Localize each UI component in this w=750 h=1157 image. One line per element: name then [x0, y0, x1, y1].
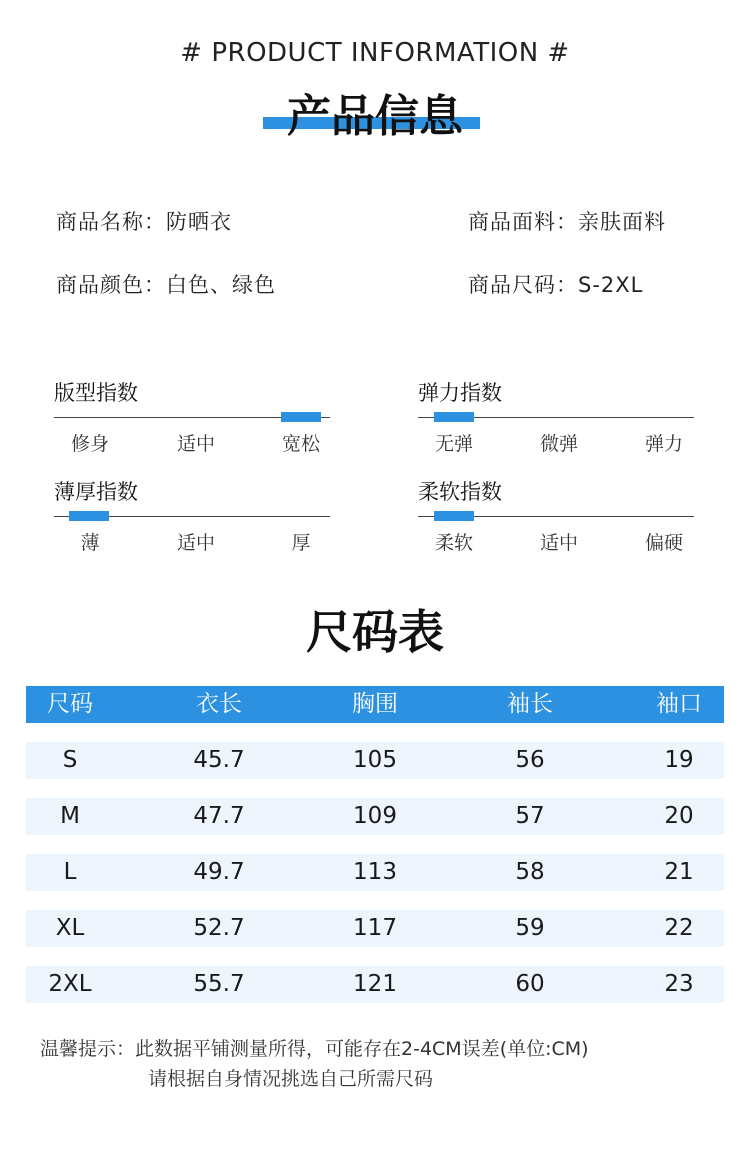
table-cell: 20 — [664, 803, 694, 829]
table-cell: L — [63, 859, 77, 885]
table-cell: 45.7 — [193, 747, 245, 773]
softness-option: 偏硬 — [644, 532, 683, 554]
table-cell: 21 — [664, 859, 694, 885]
table-cell: 55.7 — [193, 971, 245, 997]
fit-index-marker — [281, 412, 321, 422]
info-label: 商品颜色： — [56, 273, 166, 297]
info-label: 商品面料： — [468, 210, 578, 234]
table-cell: M — [60, 803, 80, 829]
table-cell: 58 — [515, 859, 545, 885]
table-cell: XL — [55, 915, 85, 941]
header-english-title: # PRODUCT INFORMATION # — [180, 38, 570, 68]
table-cell: 23 — [664, 971, 694, 997]
fit-option: 宽松 — [281, 433, 320, 455]
elasticity-index-marker — [434, 412, 474, 422]
tip-note-line1: 温馨提示：此数据平铺测量所得，可能存在2-4CM误差(单位:CM) — [40, 1038, 589, 1060]
softness-option: 适中 — [539, 532, 578, 554]
thickness-index-marker — [69, 511, 109, 521]
table-cell: 117 — [353, 915, 397, 941]
size-header-cell: 衣长 — [196, 691, 242, 717]
table-cell: 113 — [353, 859, 397, 885]
info-color — [56, 269, 276, 299]
table-cell: 49.7 — [193, 859, 245, 885]
softness-option: 柔软 — [434, 532, 473, 554]
fit-option: 适中 — [176, 433, 215, 455]
info-label: 商品尺码： — [468, 273, 578, 297]
elasticity-option: 弹力 — [644, 433, 683, 455]
size-header-cell: 袖长 — [507, 691, 553, 717]
size-header-cell: 胸围 — [352, 691, 398, 717]
table-cell: S — [62, 747, 78, 773]
table-cell: 19 — [664, 747, 694, 773]
thickness-option: 厚 — [291, 532, 311, 554]
info-size — [468, 269, 643, 299]
table-cell: 109 — [353, 803, 397, 829]
info-label: 商品名称： — [56, 210, 166, 234]
elasticity-option: 无弹 — [434, 433, 473, 455]
info-value: 白色、绿色 — [166, 273, 276, 297]
elasticity-option: 微弹 — [539, 433, 578, 455]
thickness-index-title: 薄厚指数 — [54, 480, 138, 504]
size-table-title: 尺码表 — [306, 605, 444, 659]
table-cell: 2XL — [48, 971, 92, 997]
table-cell: 59 — [515, 915, 545, 941]
table-cell: 57 — [515, 803, 545, 829]
info-fabric — [468, 206, 666, 236]
softness-index-title: 柔软指数 — [418, 480, 502, 504]
table-cell: 105 — [353, 747, 397, 773]
table-cell: 52.7 — [193, 915, 245, 941]
info-value: 防晒衣 — [166, 210, 232, 234]
fit-option: 修身 — [70, 433, 109, 455]
table-cell: 56 — [515, 747, 545, 773]
softness-index-marker — [434, 511, 474, 521]
table-cell: 22 — [664, 915, 694, 941]
info-name — [56, 206, 232, 236]
thickness-option: 适中 — [176, 532, 215, 554]
thickness-option: 薄 — [80, 532, 100, 554]
table-cell: 60 — [515, 971, 545, 997]
header-chinese-title: 产品信息 — [287, 91, 463, 142]
tip-note-line2: 请根据自身情况挑选自己所需尺码 — [148, 1068, 434, 1090]
size-header-cell: 尺码 — [47, 691, 93, 717]
size-header-cell: 袖口 — [656, 691, 702, 717]
info-value: S-2XL — [578, 273, 644, 297]
table-cell: 47.7 — [193, 803, 245, 829]
fit-index-title: 版型指数 — [54, 381, 138, 405]
elasticity-index-title: 弹力指数 — [418, 381, 502, 405]
table-cell: 121 — [353, 971, 397, 997]
info-value: 亲肤面料 — [578, 210, 666, 234]
